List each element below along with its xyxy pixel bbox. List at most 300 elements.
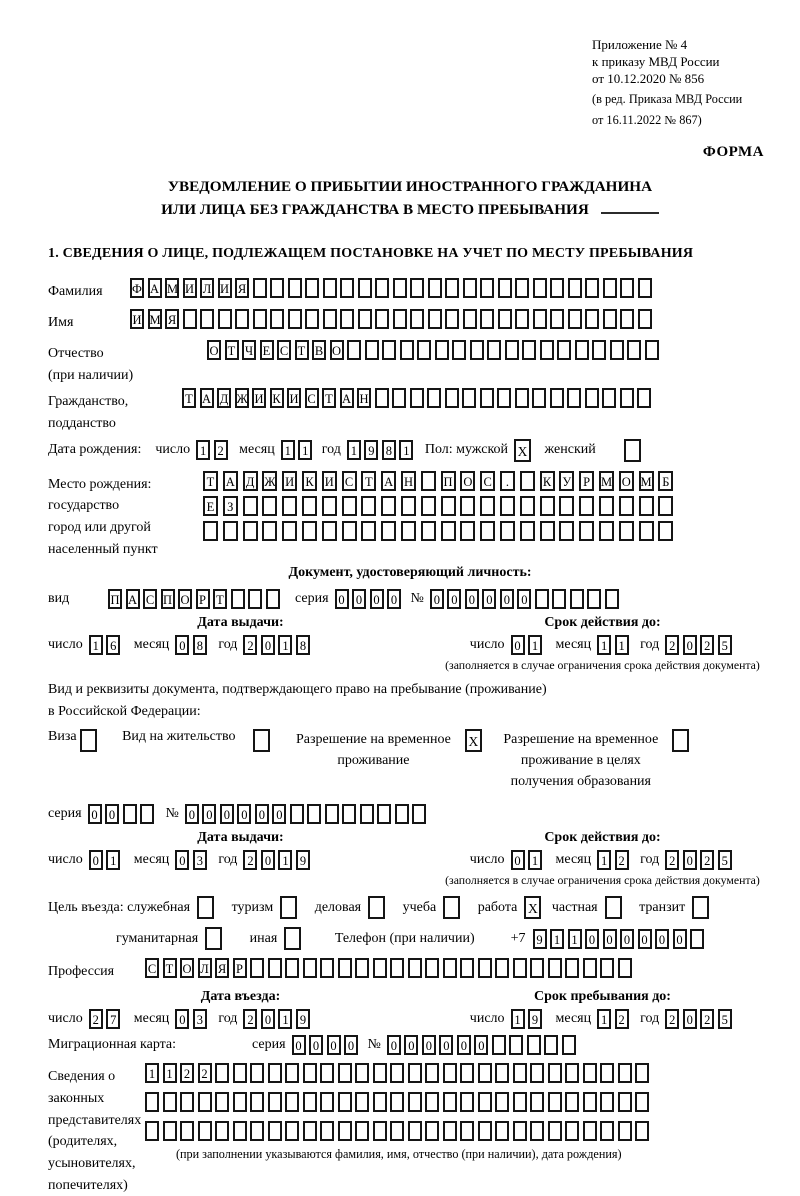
- valid-year-cells: [665, 850, 735, 870]
- char-cell: [425, 1121, 439, 1141]
- birth-place-cells: [203, 471, 678, 546]
- char-cell: [520, 471, 535, 491]
- issue-date-block: [48, 615, 433, 673]
- char-cell: 3: [193, 1009, 207, 1029]
- char-cell: Т: [203, 471, 218, 491]
- char-cell: [540, 340, 554, 360]
- char-cell: [320, 1121, 334, 1141]
- char-cell: [290, 804, 304, 824]
- char-cell: А: [381, 471, 396, 491]
- char-cell: 2: [665, 635, 679, 655]
- char-cell: [445, 388, 459, 408]
- char-cell: [619, 521, 634, 541]
- char-cell: Т: [225, 340, 239, 360]
- issue-month-cells: [175, 635, 210, 655]
- char-cell: 0: [447, 589, 461, 609]
- identity-doc-heading: Документ, удостоверяющий личность:: [288, 564, 532, 580]
- char-cell: 0: [387, 1035, 401, 1055]
- char-cell: [390, 1063, 404, 1083]
- char-cell: [530, 1063, 544, 1083]
- char-cell: [530, 958, 544, 978]
- char-cell: [445, 309, 459, 329]
- char-cell: [373, 1121, 387, 1141]
- char-cell: .: [500, 471, 515, 491]
- month-label: месяц: [133, 852, 170, 868]
- char-cell: [250, 958, 264, 978]
- profession-label: Профессия: [48, 964, 115, 980]
- char-cell: 5: [718, 635, 732, 655]
- char-cell: [599, 496, 614, 516]
- char-cell: [323, 278, 337, 298]
- char-cell: [320, 958, 334, 978]
- char-cell: 1: [615, 635, 629, 655]
- patronymic-cells: [207, 340, 662, 360]
- char-cell: [381, 521, 396, 541]
- char-cell: 0: [220, 804, 234, 824]
- char-cell: [243, 521, 258, 541]
- char-cell: 8: [382, 440, 396, 460]
- patronymic-row: [48, 340, 772, 386]
- purpose-private-checkbox: [605, 896, 626, 919]
- migration-card-label: Миграционная карта:: [48, 1037, 177, 1053]
- legal-representatives-label: Сведения о законных представителях (родителях, усыновителях, попечителях): [48, 1069, 142, 1193]
- char-cell: 0: [585, 929, 599, 949]
- char-cell: 0: [465, 589, 479, 609]
- legal-rep-line3: [145, 1121, 653, 1141]
- char-cell: [513, 958, 527, 978]
- char-cell: 0: [430, 589, 444, 609]
- char-cell: 7: [106, 1009, 120, 1029]
- char-cell: 0: [261, 850, 275, 870]
- char-cell: 0: [309, 1035, 323, 1055]
- phone-label: Телефон (при наличии): [334, 930, 475, 946]
- char-cell: [559, 521, 574, 541]
- year-label: год: [218, 852, 238, 868]
- purpose-work-checkbox: [524, 896, 545, 919]
- char-cell: [583, 958, 597, 978]
- char-cell: М: [148, 309, 162, 329]
- stay-month-cells: [597, 1009, 632, 1029]
- char-cell: С: [480, 471, 495, 491]
- char-cell: [599, 521, 614, 541]
- citizenship-label: Гражданство, подданство: [48, 394, 129, 432]
- char-cell: [250, 1063, 264, 1083]
- char-cell: [285, 1063, 299, 1083]
- year-label: год: [640, 636, 660, 652]
- month-label: месяц: [555, 636, 592, 652]
- char-cell: 0: [327, 1035, 341, 1055]
- char-cell: [532, 388, 546, 408]
- char-cell: [428, 278, 442, 298]
- char-cell: [480, 309, 494, 329]
- purpose-humanitarian-checkbox: [205, 927, 226, 950]
- char-cell: [480, 278, 494, 298]
- char-cell: [320, 1092, 334, 1112]
- char-cell: [183, 309, 197, 329]
- doc-type-label: вид: [48, 590, 70, 606]
- char-cell: [425, 1063, 439, 1083]
- day-label: число: [155, 442, 191, 458]
- doc-series-label: серия: [295, 590, 329, 606]
- char-cell: 1: [106, 850, 120, 870]
- char-cell: [498, 278, 512, 298]
- char-cell: [460, 958, 474, 978]
- char-cell: [620, 278, 634, 298]
- char-cell: Е: [260, 340, 274, 360]
- char-cell: 1: [550, 929, 564, 949]
- char-cell: 2: [615, 850, 629, 870]
- stay-year-cells: [665, 1009, 735, 1029]
- char-cell: 0: [404, 1035, 418, 1055]
- char-cell: [401, 521, 416, 541]
- char-cell: [579, 521, 594, 541]
- doc-number-cells: [430, 589, 623, 609]
- char-cell: [408, 1092, 422, 1112]
- birth-place-line3: [203, 521, 678, 541]
- char-cell: [627, 340, 641, 360]
- char-cell: [639, 496, 654, 516]
- char-cell: [393, 309, 407, 329]
- char-cell: [480, 388, 494, 408]
- surname-row: [48, 278, 772, 302]
- char-cell: [355, 1121, 369, 1141]
- valid-until-group: [433, 850, 772, 870]
- migration-number-cells: [387, 1035, 580, 1055]
- char-cell: [460, 1063, 474, 1083]
- checkbox: [197, 896, 214, 919]
- char-cell: [570, 589, 584, 609]
- char-cell: [515, 388, 529, 408]
- char-cell: 8: [296, 635, 310, 655]
- char-cell: [123, 804, 137, 824]
- char-cell: [163, 1092, 177, 1112]
- char-cell: [347, 340, 361, 360]
- char-cell: [530, 1092, 544, 1112]
- char-cell: [635, 1121, 649, 1141]
- valid-until-note: (заполняется в случае ограничения срока действия документа): [445, 657, 760, 672]
- visa-label: Виза: [48, 729, 77, 745]
- char-cell: Д: [217, 388, 231, 408]
- char-cell: [550, 388, 564, 408]
- valid-until-block: [433, 615, 772, 673]
- char-cell: О: [460, 471, 475, 491]
- char-cell: [180, 1092, 194, 1112]
- valid-month-cells: [597, 635, 632, 655]
- char-cell: К: [302, 471, 317, 491]
- char-cell: [233, 1063, 247, 1083]
- month-label: месяц: [133, 1011, 170, 1027]
- valid-until-heading: Срок действия до:: [544, 614, 661, 630]
- month-label: месяц: [555, 852, 592, 868]
- legal-rep-line1: [145, 1063, 653, 1083]
- residence-doc-dates: [48, 830, 772, 888]
- day-label: число: [48, 636, 83, 652]
- char-cell: [441, 521, 456, 541]
- annex-line: Приложение № 4: [592, 37, 688, 52]
- year-label: год: [218, 636, 238, 652]
- char-cell: [645, 340, 659, 360]
- checkbox: [80, 729, 97, 752]
- visa-checkbox: [80, 729, 101, 752]
- residence-doc-intro-line2: в Российской Федерации:: [48, 703, 201, 719]
- issue-year-cells: [243, 635, 313, 655]
- year-label: год: [321, 442, 341, 458]
- char-cell: [288, 278, 302, 298]
- char-cell: 1: [89, 635, 103, 655]
- char-cell: [408, 1121, 422, 1141]
- char-cell: [373, 1092, 387, 1112]
- char-cell: [360, 804, 374, 824]
- char-cell: 1: [298, 440, 312, 460]
- char-cell: [322, 496, 337, 516]
- char-cell: [600, 1092, 614, 1112]
- char-cell: [305, 278, 319, 298]
- char-cell: Я: [165, 309, 179, 329]
- char-cell: 0: [500, 589, 514, 609]
- birth-year-cells: [347, 440, 417, 460]
- entry-day-cells: [89, 1009, 124, 1029]
- valid-until-heading: Срок действия до:: [544, 830, 661, 846]
- doc-series-cells: [335, 589, 405, 609]
- char-cell: [377, 804, 391, 824]
- char-cell: 0: [175, 1009, 189, 1029]
- char-cell: 0: [387, 589, 401, 609]
- char-cell: 2: [180, 1063, 194, 1083]
- char-cell: М: [165, 278, 179, 298]
- char-cell: М: [639, 471, 654, 491]
- char-cell: 1: [528, 850, 542, 870]
- char-cell: [358, 309, 372, 329]
- checkbox: [692, 896, 709, 919]
- char-cell: [550, 278, 564, 298]
- char-cell: [421, 521, 436, 541]
- char-cell: Т: [213, 589, 227, 609]
- char-cell: [567, 388, 581, 408]
- char-cell: [302, 496, 317, 516]
- char-cell: [355, 958, 369, 978]
- char-cell: [635, 1092, 649, 1112]
- char-cell: [600, 1121, 614, 1141]
- purpose-other-label: иная: [249, 930, 278, 946]
- entry-month-cells: [175, 1009, 210, 1029]
- char-cell: [527, 1035, 541, 1055]
- stay-day-cells: [511, 1009, 546, 1029]
- char-cell: [233, 1121, 247, 1141]
- char-cell: К: [540, 471, 555, 491]
- char-cell: [443, 1092, 457, 1112]
- purpose-official-checkbox: [197, 896, 218, 919]
- char-cell: А: [126, 589, 140, 609]
- entry-date-block: [48, 989, 433, 1029]
- char-cell: [250, 1092, 264, 1112]
- purpose-transit-checkbox: [692, 896, 713, 919]
- char-cell: Л: [198, 958, 212, 978]
- char-cell: [565, 1063, 579, 1083]
- char-cell: [443, 958, 457, 978]
- char-cell: 9: [528, 1009, 542, 1029]
- char-cell: [200, 309, 214, 329]
- char-cell: [619, 496, 634, 516]
- char-cell: Н: [357, 388, 371, 408]
- purpose-work-label: работа: [477, 899, 518, 915]
- valid-until-group: [433, 635, 772, 655]
- surname-cells: [130, 278, 655, 298]
- char-cell: 0: [511, 850, 525, 870]
- issue-date-heading: Дата выдачи:: [197, 830, 284, 846]
- phone-prefix: +7: [510, 930, 526, 946]
- char-cell: Б: [658, 471, 673, 491]
- char-cell: [565, 1092, 579, 1112]
- char-cell: 1: [568, 929, 582, 949]
- char-cell: [579, 496, 594, 516]
- char-cell: [513, 1092, 527, 1112]
- legal-rep-line2: [145, 1092, 653, 1112]
- char-cell: [338, 1092, 352, 1112]
- char-cell: 0: [422, 1035, 436, 1055]
- char-cell: 0: [352, 589, 366, 609]
- char-cell: [248, 589, 262, 609]
- char-cell: [480, 496, 495, 516]
- issue-date-group: [48, 850, 433, 870]
- char-cell: 2: [700, 850, 714, 870]
- residence-permit-label: Вид на жительство: [122, 729, 236, 745]
- char-cell: [435, 340, 449, 360]
- char-cell: 1: [278, 1009, 292, 1029]
- char-cell: [565, 1121, 579, 1141]
- char-cell: И: [252, 388, 266, 408]
- char-cell: 0: [344, 1035, 358, 1055]
- char-cell: [443, 1063, 457, 1083]
- firstname-label: Имя: [48, 315, 74, 331]
- char-cell: С: [143, 589, 157, 609]
- char-cell: [231, 589, 245, 609]
- char-cell: Т: [182, 388, 196, 408]
- char-cell: 1: [278, 635, 292, 655]
- issue-date-heading: Дата выдачи:: [197, 614, 284, 630]
- legal-representatives-cells: [145, 1063, 653, 1162]
- temp-permit-label: Разрешение на временное проживание: [295, 732, 451, 769]
- visit-purpose-row2: [48, 927, 772, 950]
- char-cell: [618, 1092, 632, 1112]
- char-cell: С: [145, 958, 159, 978]
- char-cell: [585, 309, 599, 329]
- checkbox: [205, 927, 222, 950]
- purpose-humanitarian-label: гуманитарная: [116, 930, 199, 946]
- char-cell: [495, 1121, 509, 1141]
- char-cell: [303, 1063, 317, 1083]
- residence-doc-options: [48, 729, 772, 792]
- char-cell: [500, 521, 515, 541]
- char-cell: [658, 521, 673, 541]
- birth-date-row: [48, 439, 772, 462]
- firstname-cells: [130, 309, 655, 329]
- char-cell: [585, 388, 599, 408]
- char-cell: [548, 1121, 562, 1141]
- annex-edit-line: от 16.11.2022 № 867): [592, 112, 702, 127]
- char-cell: [587, 589, 601, 609]
- char-cell: [243, 496, 258, 516]
- char-cell: [550, 309, 564, 329]
- char-cell: [540, 521, 555, 541]
- char-cell: [288, 309, 302, 329]
- char-cell: [509, 1035, 523, 1055]
- char-cell: Р: [196, 589, 210, 609]
- char-cell: З: [223, 496, 238, 516]
- checkbox: [284, 927, 301, 950]
- char-cell: [530, 1121, 544, 1141]
- char-cell: [620, 388, 634, 408]
- char-cell: [575, 340, 589, 360]
- char-cell: 0: [272, 804, 286, 824]
- migration-series-cells: [292, 1035, 362, 1055]
- char-cell: [233, 1092, 247, 1112]
- char-cell: С: [342, 471, 357, 491]
- char-cell: 0: [292, 1035, 306, 1055]
- surname-label: Фамилия: [48, 284, 103, 300]
- birth-place-label: Место рождения: государство город или другой населенный пункт: [48, 476, 158, 557]
- identity-doc-dates: [48, 615, 772, 673]
- char-cell: 1: [399, 440, 413, 460]
- char-cell: [180, 1121, 194, 1141]
- char-cell: Я: [235, 278, 249, 298]
- char-cell: 9: [296, 850, 310, 870]
- month-label: месяц: [133, 636, 170, 652]
- char-cell: [443, 1121, 457, 1141]
- char-cell: [145, 1092, 159, 1112]
- checkbox: X: [524, 896, 541, 919]
- char-cell: 1: [281, 440, 295, 460]
- char-cell: [520, 521, 535, 541]
- char-cell: [302, 521, 317, 541]
- char-cell: [495, 1092, 509, 1112]
- issue-day-cells: [89, 850, 124, 870]
- char-cell: [381, 496, 396, 516]
- char-cell: [463, 278, 477, 298]
- char-cell: 0: [202, 804, 216, 824]
- char-cell: [585, 278, 599, 298]
- char-cell: Н: [401, 471, 416, 491]
- char-cell: [497, 388, 511, 408]
- purpose-tourism-checkbox: [280, 896, 301, 919]
- char-cell: [492, 1035, 506, 1055]
- char-cell: [548, 1063, 562, 1083]
- char-cell: [382, 340, 396, 360]
- char-cell: [262, 521, 277, 541]
- char-cell: [460, 521, 475, 541]
- entry-date-heading: Дата въезда:: [200, 989, 281, 1005]
- char-cell: [425, 958, 439, 978]
- char-cell: 2: [700, 635, 714, 655]
- char-cell: [282, 496, 297, 516]
- char-cell: [285, 1121, 299, 1141]
- char-cell: [618, 1121, 632, 1141]
- char-cell: 0: [511, 635, 525, 655]
- char-cell: В: [312, 340, 326, 360]
- char-cell: [478, 1063, 492, 1083]
- purpose-transit-label: транзит: [639, 899, 686, 915]
- purpose-private-label: частная: [551, 899, 598, 915]
- char-cell: 5: [718, 1009, 732, 1029]
- residence-permit-checkbox: [253, 729, 274, 752]
- char-cell: [390, 1121, 404, 1141]
- char-cell: 0: [603, 929, 617, 949]
- profession-cells: [145, 958, 635, 978]
- visit-purpose-row1: [48, 896, 772, 919]
- char-cell: Е: [203, 496, 218, 516]
- char-cell: 0: [261, 1009, 275, 1029]
- char-cell: [270, 309, 284, 329]
- char-cell: 2: [665, 1009, 679, 1029]
